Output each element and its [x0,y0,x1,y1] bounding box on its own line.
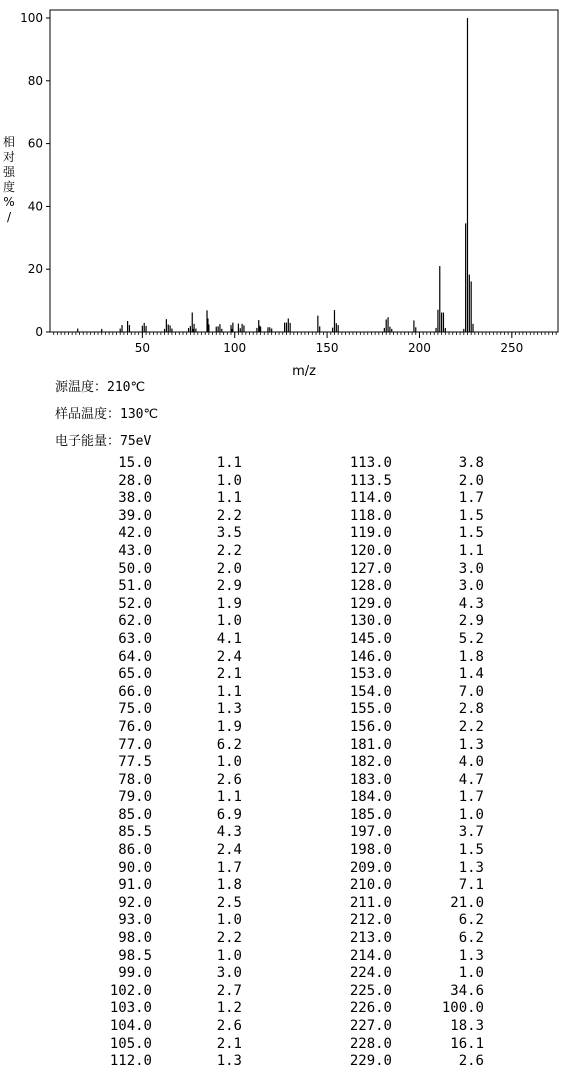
y-tick-label: 40 [27,199,43,214]
mz-left-cell: 39.0 [118,507,152,524]
table-row [0,701,570,719]
table-row [0,1018,570,1036]
intensity-left-cell: 2.4 [216,648,242,665]
intensity-left-cell: 4.1 [216,630,242,647]
mz-right-cell: 181.0 [349,736,392,753]
mz-right-cell: 209.0 [349,859,392,876]
table-row [0,948,570,966]
mz-right-cell: 146.0 [349,648,392,665]
intensity-left-cell: 1.0 [216,754,242,771]
table-row [0,719,570,737]
table-row [0,543,570,561]
mz-left-cell: 77.5 [118,754,152,771]
x-tick-label: 150 [315,341,339,355]
intensity-right-cell: 6.2 [458,930,484,947]
table-row [0,490,570,508]
table-row [0,983,570,1001]
mz-right-cell: 198.0 [349,842,392,859]
intensity-right-cell: 6.2 [458,912,484,929]
mz-left-cell: 98.5 [118,947,152,964]
y-axis-ticks [20,11,50,339]
source-temperature-value: 210℃ [107,380,146,395]
intensity-left-cell: 3.5 [216,525,242,542]
intensity-right-cell: 18.3 [450,1018,484,1034]
table-row [0,455,570,473]
table-row [0,930,570,948]
y-tick-label: 0 [35,325,43,339]
mz-right-cell: 225.0 [349,982,392,999]
mz-left-cell: 92.0 [118,894,152,911]
mz-left-cell: 79.0 [118,789,152,806]
mz-left-cell: 52.0 [118,595,152,612]
table-row [0,525,570,543]
intensity-right-cell: 1.3 [458,736,484,753]
intensity-right-cell: 2.9 [458,613,484,630]
intensity-left-cell: 1.1 [216,683,242,700]
y-axis-label-text: 相对强度% / [2,135,16,224]
intensity-left-cell: 2.4 [216,842,242,859]
intensity-left-cell: 2.5 [216,894,242,911]
table-row [0,912,570,930]
mz-right-cell: 212.0 [349,912,392,929]
x-tick-label: 200 [408,341,431,355]
mz-right-cell: 127.0 [349,560,392,577]
intensity-right-cell: 3.0 [458,560,484,577]
intensity-left-cell: 2.6 [216,1018,242,1034]
mz-right-cell: 128.0 [349,578,392,595]
mz-right-cell: 130.0 [349,613,392,630]
intensity-left-cell: 1.2 [216,1000,242,1017]
intensity-left-cell: 2.0 [216,560,242,577]
mz-left-cell: 62.0 [118,613,152,630]
mz-right-cell: 183.0 [349,771,392,788]
intensity-left-cell: 2.2 [216,542,242,559]
x-tick-label: 100 [223,341,247,355]
plot-frame [50,10,558,332]
table-row [0,789,570,807]
mz-left-cell: 42.0 [118,525,152,542]
mz-right-cell: 114.0 [349,490,392,507]
mz-right-cell: 155.0 [349,701,392,718]
mz-left-cell: 85.5 [118,824,152,841]
intensity-right-cell: 1.8 [458,648,484,665]
mz-left-cell: 64.0 [118,648,152,665]
intensity-right-cell: 2.0 [458,472,484,489]
y-tick-label: 20 [27,262,43,277]
intensity-right-cell: 16.1 [450,1035,484,1052]
intensity-right-cell: 7.0 [458,683,484,700]
mz-left-cell: 98.0 [118,930,152,947]
intensity-left-cell: 1.0 [216,613,242,630]
intensity-left-cell: 1.0 [216,947,242,964]
intensity-right-cell: 1.5 [458,842,484,859]
intensity-right-cell: 4.0 [458,754,484,771]
mz-right-cell: 145.0 [349,630,392,647]
mz-right-cell: 113.5 [349,472,392,489]
intensity-left-cell: 6.2 [216,736,242,753]
intensity-right-cell: 4.7 [458,771,484,788]
mz-left-cell: 91.0 [118,877,152,894]
electron-energy [55,430,151,449]
intensity-left-cell: 2.2 [216,507,242,524]
mz-left-cell: 75.0 [118,701,152,718]
mz-right-cell: 129.0 [349,595,392,612]
mz-right-cell: 154.0 [349,683,392,700]
mz-left-cell: 76.0 [118,718,152,735]
mz-left-cell: 112.0 [109,1053,152,1070]
mz-left-cell: 90.0 [118,859,152,876]
mz-left-cell: 104.0 [109,1018,152,1034]
table-row [0,578,570,596]
intensity-left-cell: 1.0 [216,912,242,929]
mz-right-cell: 211.0 [349,894,392,911]
intensity-right-cell: 2.2 [458,718,484,735]
intensity-left-cell: 2.2 [216,930,242,947]
intensity-right-cell: 1.1 [458,542,484,559]
intensity-right-cell: 3.7 [458,824,484,841]
intensity-right-cell: 1.3 [458,859,484,876]
intensity-right-cell: 2.8 [458,701,484,718]
mz-left-cell: 85.0 [118,806,152,823]
table-row [0,807,570,825]
electron-energy-value: 75eV [120,434,152,449]
mz-right-cell: 113.0 [349,455,392,471]
intensity-left-cell: 1.1 [216,455,242,471]
intensity-right-cell: 1.5 [458,507,484,524]
mz-right-cell: 118.0 [349,507,392,524]
table-row [0,772,570,790]
mz-left-cell: 63.0 [118,630,152,647]
mz-right-cell: 156.0 [349,718,392,735]
mz-left-cell: 66.0 [118,683,152,700]
mz-right-cell: 182.0 [349,754,392,771]
table-row [0,754,570,772]
table-row [0,1036,570,1054]
mz-left-cell: 102.0 [109,982,152,999]
intensity-left-cell: 1.8 [216,877,242,894]
y-tick-label: 80 [27,73,43,88]
table-row [0,508,570,526]
table-row [0,895,570,913]
intensity-right-cell: 1.0 [458,806,484,823]
table-row [0,473,570,491]
intensity-left-cell: 1.3 [216,1053,242,1070]
sample-temperature-label: 样品温度： [55,407,121,422]
mz-left-cell: 99.0 [118,965,152,982]
mz-left-cell: 77.0 [118,736,152,753]
intensity-left-cell: 6.9 [216,806,242,823]
mz-right-cell: 214.0 [349,947,392,964]
intensity-right-cell: 3.8 [458,455,484,471]
intensity-right-cell: 100.0 [441,1000,484,1017]
table-row [0,824,570,842]
y-axis-label [3,134,16,224]
mz-right-cell: 210.0 [349,877,392,894]
intensity-right-cell: 1.0 [458,965,484,982]
intensity-left-cell: 1.7 [216,859,242,876]
intensity-left-cell: 1.9 [216,718,242,735]
peak-table [0,455,570,1071]
table-row [0,613,570,631]
mz-right-cell: 226.0 [349,1000,392,1017]
intensity-left-cell: 1.3 [216,701,242,718]
mz-left-cell: 103.0 [109,1000,152,1017]
table-row [0,631,570,649]
mz-left-cell: 93.0 [118,912,152,929]
mz-right-cell: 185.0 [349,806,392,823]
mz-right-cell: 227.0 [349,1018,392,1034]
intensity-left-cell: 1.0 [216,472,242,489]
mass-spectrum-chart [0,0,570,385]
table-row [0,649,570,667]
table-row [0,684,570,702]
intensity-right-cell: 1.4 [458,666,484,683]
x-tick-label: 50 [134,341,151,355]
source-temperature [55,376,145,395]
intensity-left-cell: 4.3 [216,824,242,841]
table-row [0,860,570,878]
intensity-right-cell: 1.3 [458,947,484,964]
intensity-right-cell: 7.1 [458,877,484,894]
table-row [0,965,570,983]
mz-left-cell: 65.0 [118,666,152,683]
table-row [0,1053,570,1071]
mz-right-cell: 197.0 [349,824,392,841]
intensity-right-cell: 4.3 [458,595,484,612]
table-row [0,737,570,755]
intensity-left-cell: 3.0 [216,965,242,982]
mz-left-cell: 28.0 [118,472,152,489]
mz-left-cell: 86.0 [118,842,152,859]
intensity-right-cell: 1.7 [458,490,484,507]
table-row [0,666,570,684]
mz-right-cell: 229.0 [349,1053,392,1070]
mz-left-cell: 78.0 [118,771,152,788]
electron-energy-label: 电子能量： [55,434,121,449]
intensity-right-cell: 3.0 [458,578,484,595]
mz-right-cell: 224.0 [349,965,392,982]
intensity-right-cell: 1.7 [458,789,484,806]
mz-right-cell: 119.0 [349,525,392,542]
mz-left-cell: 51.0 [118,578,152,595]
intensity-left-cell: 2.9 [216,578,242,595]
x-tick-label: 250 [500,341,524,355]
intensity-left-cell: 2.1 [216,1035,242,1052]
source-temperature-label: 源温度： [55,380,108,395]
mz-left-cell: 38.0 [118,490,152,507]
intensity-left-cell: 2.1 [216,666,242,683]
intensity-left-cell: 2.6 [216,771,242,788]
mz-right-cell: 184.0 [349,789,392,806]
table-row [0,877,570,895]
table-row [0,561,570,579]
intensity-left-cell: 1.1 [216,789,242,806]
y-tick-label: 60 [27,136,43,151]
table-row [0,842,570,860]
intensity-right-cell: 1.5 [458,525,484,542]
mz-left-cell: 105.0 [109,1035,152,1052]
mz-right-cell: 213.0 [349,930,392,947]
intensity-left-cell: 1.1 [216,490,242,507]
mz-right-cell: 120.0 [349,542,392,559]
mz-left-cell: 50.0 [118,560,152,577]
x-axis-label: m/z [292,364,316,379]
spectrum-bars [78,18,473,332]
table-row [0,596,570,614]
table-row [0,1000,570,1018]
intensity-right-cell: 2.6 [458,1053,484,1070]
mz-left-cell: 43.0 [118,542,152,559]
sample-temperature-value: 130℃ [120,407,159,422]
intensity-right-cell: 34.6 [450,982,484,999]
mz-left-cell: 15.0 [118,455,152,471]
y-tick-label: 100 [20,11,43,25]
intensity-right-cell: 21.0 [450,894,484,911]
intensity-left-cell: 2.7 [216,982,242,999]
mz-right-cell: 153.0 [349,666,392,683]
sample-temperature [55,403,158,422]
intensity-right-cell: 5.2 [458,630,484,647]
intensity-left-cell: 1.9 [216,595,242,612]
x-axis-ticks [135,332,524,355]
mz-right-cell: 228.0 [349,1035,392,1052]
